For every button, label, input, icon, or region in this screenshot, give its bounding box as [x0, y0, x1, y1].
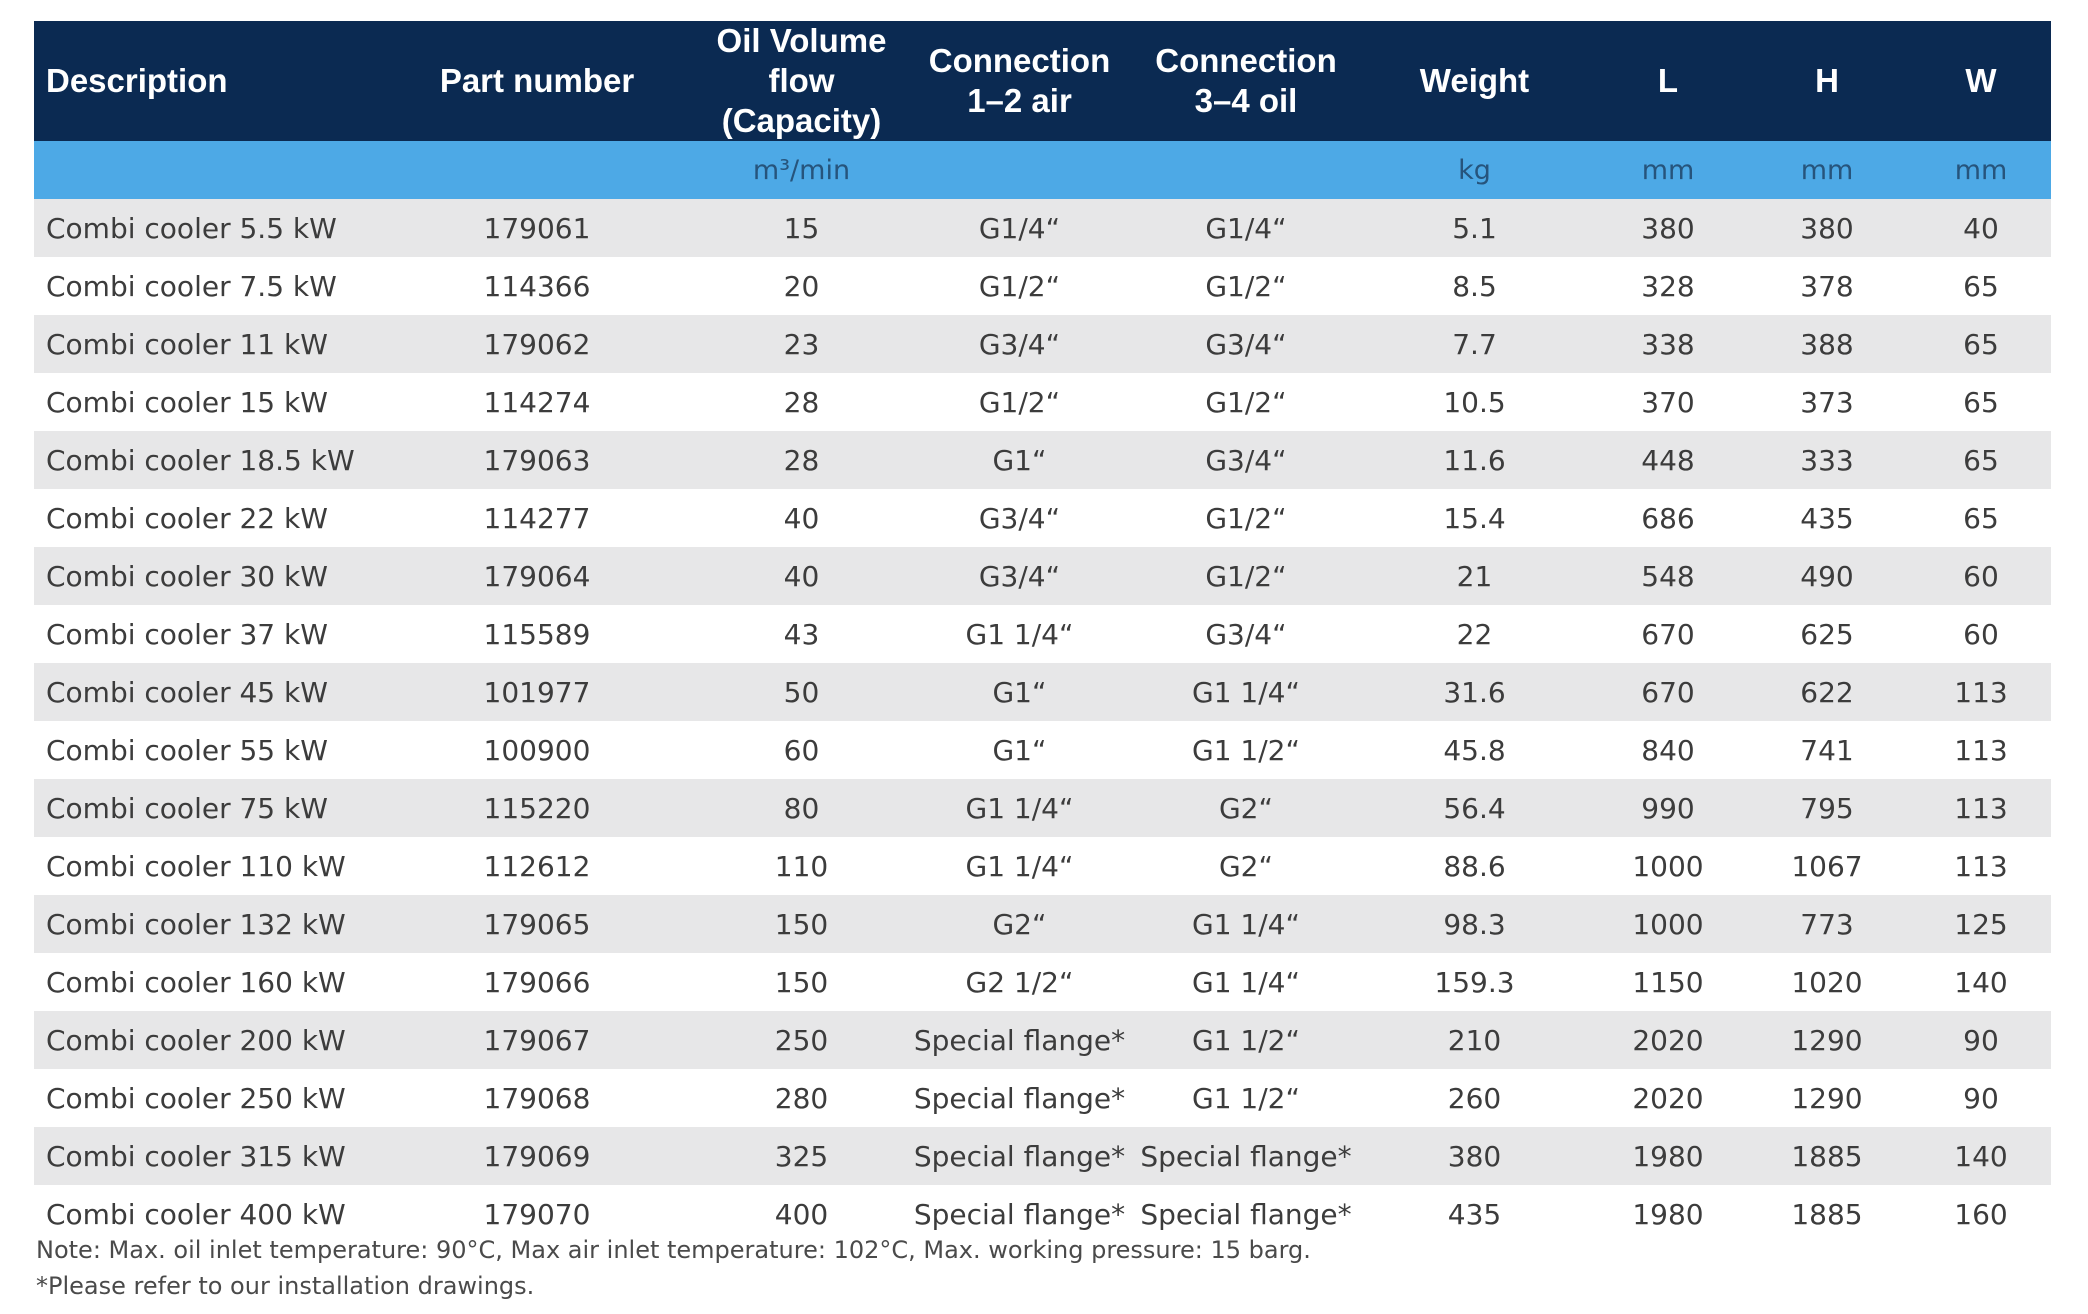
unit-oil-volume-flow: m³/min [700, 141, 903, 199]
cell-part-number: 115220 [374, 779, 700, 837]
cell-length: 2020 [1593, 1011, 1743, 1069]
note-installation-drawings: *Please refer to our installation drawings. [36, 1272, 535, 1300]
cell-oil-volume-flow: 400 [700, 1185, 903, 1243]
cell-part-number: 114366 [374, 257, 700, 315]
cell-description: Combi cooler 11 kW [34, 315, 374, 373]
cell-connection-air: G2“ [903, 895, 1136, 953]
cell-description: Combi cooler 75 kW [34, 779, 374, 837]
cell-description: Combi cooler 110 kW [34, 837, 374, 895]
cell-oil-volume-flow: 40 [700, 547, 903, 605]
cell-part-number: 179070 [374, 1185, 700, 1243]
table-row [34, 1011, 2051, 1069]
cell-oil-volume-flow: 28 [700, 431, 903, 489]
cell-part-number: 114277 [374, 489, 700, 547]
table-row [34, 373, 2051, 431]
cell-connection-air: G1“ [903, 663, 1136, 721]
cell-height: 622 [1743, 663, 1911, 721]
table-row [34, 605, 2051, 663]
cell-length: 338 [1593, 315, 1743, 373]
cell-length: 1150 [1593, 953, 1743, 1011]
cell-connection-oil: G1 1/4“ [1136, 663, 1356, 721]
cell-width: 160 [1911, 1185, 2051, 1243]
cell-connection-oil: G1/2“ [1136, 373, 1356, 431]
cell-weight: 5.1 [1356, 199, 1593, 257]
cell-part-number: 179064 [374, 547, 700, 605]
column-header-connection-air: Connection 1–2 air [903, 21, 1136, 141]
cell-height: 435 [1743, 489, 1911, 547]
table-row [34, 663, 2051, 721]
cell-weight: 260 [1356, 1069, 1593, 1127]
table-notes [36, 1232, 1311, 1304]
table-row [34, 315, 2051, 373]
table-row [34, 953, 2051, 1011]
cell-oil-volume-flow: 110 [700, 837, 903, 895]
cell-part-number: 179061 [374, 199, 700, 257]
cell-connection-air: G1 1/4“ [903, 605, 1136, 663]
units-row [34, 141, 2051, 199]
cell-height: 1885 [1743, 1185, 1911, 1243]
cell-connection-oil: G2“ [1136, 779, 1356, 837]
cell-oil-volume-flow: 60 [700, 721, 903, 779]
table-body [34, 199, 2051, 1243]
cell-connection-oil: G3/4“ [1136, 315, 1356, 373]
cell-length: 686 [1593, 489, 1743, 547]
cell-length: 670 [1593, 605, 1743, 663]
cell-height: 1885 [1743, 1127, 1911, 1185]
table-row [34, 779, 2051, 837]
cell-oil-volume-flow: 20 [700, 257, 903, 315]
cell-weight: 22 [1356, 605, 1593, 663]
column-header-oil-volume-flow: Oil Volume flow (Capacity) [700, 21, 903, 141]
cell-height: 1290 [1743, 1011, 1911, 1069]
cell-height: 380 [1743, 199, 1911, 257]
cell-oil-volume-flow: 280 [700, 1069, 903, 1127]
cell-description: Combi cooler 160 kW [34, 953, 374, 1011]
unit-weight: kg [1356, 141, 1593, 199]
cell-weight: 380 [1356, 1127, 1593, 1185]
cell-part-number: 179065 [374, 895, 700, 953]
cell-height: 388 [1743, 315, 1911, 373]
cell-width: 113 [1911, 837, 2051, 895]
cell-width: 90 [1911, 1011, 2051, 1069]
unit-height: mm [1743, 141, 1911, 199]
cell-connection-oil: G1 1/4“ [1136, 895, 1356, 953]
cell-length: 328 [1593, 257, 1743, 315]
column-header-weight: Weight [1356, 21, 1593, 141]
cell-part-number: 101977 [374, 663, 700, 721]
cell-oil-volume-flow: 150 [700, 895, 903, 953]
cell-description: Combi cooler 200 kW [34, 1011, 374, 1069]
cell-part-number: 179066 [374, 953, 700, 1011]
table-row [34, 489, 2051, 547]
cell-connection-air: G1/2“ [903, 373, 1136, 431]
cell-width: 125 [1911, 895, 2051, 953]
table-row [34, 1069, 2051, 1127]
cell-description: Combi cooler 45 kW [34, 663, 374, 721]
cell-weight: 7.7 [1356, 315, 1593, 373]
cell-connection-oil: G1 1/2“ [1136, 721, 1356, 779]
cell-connection-oil: Special flange* [1136, 1185, 1356, 1243]
table-row [34, 895, 2051, 953]
cell-height: 490 [1743, 547, 1911, 605]
unit-length: mm [1593, 141, 1743, 199]
cell-description: Combi cooler 250 kW [34, 1069, 374, 1127]
cell-weight: 98.3 [1356, 895, 1593, 953]
cell-connection-oil: G1 1/2“ [1136, 1069, 1356, 1127]
cell-connection-oil: G1 1/2“ [1136, 1011, 1356, 1069]
cell-weight: 8.5 [1356, 257, 1593, 315]
unit-part-number [374, 141, 700, 199]
cell-part-number: 179067 [374, 1011, 700, 1069]
cell-connection-oil: G3/4“ [1136, 431, 1356, 489]
cell-oil-volume-flow: 250 [700, 1011, 903, 1069]
column-header-width: W [1911, 21, 2051, 141]
cell-length: 670 [1593, 663, 1743, 721]
table-row [34, 431, 2051, 489]
table-row [34, 257, 2051, 315]
cell-height: 773 [1743, 895, 1911, 953]
cell-weight: 10.5 [1356, 373, 1593, 431]
cell-description: Combi cooler 18.5 kW [34, 431, 374, 489]
column-header-part-number: Part number [374, 21, 700, 141]
cell-description: Combi cooler 37 kW [34, 605, 374, 663]
cell-width: 65 [1911, 257, 2051, 315]
cell-oil-volume-flow: 23 [700, 315, 903, 373]
cell-description: Combi cooler 400 kW [34, 1185, 374, 1243]
cell-weight: 31.6 [1356, 663, 1593, 721]
cell-width: 65 [1911, 315, 2051, 373]
cell-length: 370 [1593, 373, 1743, 431]
unit-width: mm [1911, 141, 2051, 199]
unit-connection-oil [1136, 141, 1356, 199]
cell-height: 625 [1743, 605, 1911, 663]
cell-width: 60 [1911, 605, 2051, 663]
cell-description: Combi cooler 15 kW [34, 373, 374, 431]
cell-width: 60 [1911, 547, 2051, 605]
cell-part-number: 112612 [374, 837, 700, 895]
cell-oil-volume-flow: 80 [700, 779, 903, 837]
unit-connection-air [903, 141, 1136, 199]
cell-part-number: 100900 [374, 721, 700, 779]
cell-width: 140 [1911, 953, 2051, 1011]
column-header-connection-oil: Connection 3–4 oil [1136, 21, 1356, 141]
cell-height: 1020 [1743, 953, 1911, 1011]
cell-connection-air: G1“ [903, 431, 1136, 489]
cell-width: 40 [1911, 199, 2051, 257]
cell-description: Combi cooler 7.5 kW [34, 257, 374, 315]
cell-connection-oil: G1/2“ [1136, 489, 1356, 547]
cell-description: Combi cooler 30 kW [34, 547, 374, 605]
cell-length: 448 [1593, 431, 1743, 489]
cell-connection-air: Special flange* [903, 1011, 1136, 1069]
cell-connection-air: G3/4“ [903, 547, 1136, 605]
column-header-description: Description [34, 21, 374, 141]
cell-part-number: 179068 [374, 1069, 700, 1127]
cell-length: 2020 [1593, 1069, 1743, 1127]
table-row [34, 199, 2051, 257]
cell-oil-volume-flow: 150 [700, 953, 903, 1011]
cell-connection-oil: G3/4“ [1136, 605, 1356, 663]
cell-height: 741 [1743, 721, 1911, 779]
cell-description: Combi cooler 55 kW [34, 721, 374, 779]
cell-width: 65 [1911, 431, 2051, 489]
cell-connection-air: G2 1/2“ [903, 953, 1136, 1011]
cell-weight: 11.6 [1356, 431, 1593, 489]
cell-part-number: 115589 [374, 605, 700, 663]
cell-height: 1290 [1743, 1069, 1911, 1127]
cell-description: Combi cooler 315 kW [34, 1127, 374, 1185]
cell-height: 795 [1743, 779, 1911, 837]
cell-part-number: 179069 [374, 1127, 700, 1185]
cell-connection-air: Special flange* [903, 1185, 1136, 1243]
cell-width: 113 [1911, 721, 2051, 779]
cell-connection-air: G3/4“ [903, 489, 1136, 547]
cell-weight: 45.8 [1356, 721, 1593, 779]
cell-connection-oil: G1/2“ [1136, 547, 1356, 605]
cell-width: 113 [1911, 779, 2051, 837]
cell-length: 380 [1593, 199, 1743, 257]
cell-part-number: 114274 [374, 373, 700, 431]
cell-length: 548 [1593, 547, 1743, 605]
cell-weight: 210 [1356, 1011, 1593, 1069]
cell-connection-air: Special flange* [903, 1069, 1136, 1127]
cell-length: 1000 [1593, 895, 1743, 953]
cell-connection-oil: Special flange* [1136, 1127, 1356, 1185]
cell-connection-air: G1/4“ [903, 199, 1136, 257]
cell-connection-air: G3/4“ [903, 315, 1136, 373]
cell-length: 840 [1593, 721, 1743, 779]
cell-width: 65 [1911, 489, 2051, 547]
cell-connection-oil: G1/2“ [1136, 257, 1356, 315]
cell-description: Combi cooler 132 kW [34, 895, 374, 953]
cell-height: 373 [1743, 373, 1911, 431]
unit-description [34, 141, 374, 199]
cell-connection-air: G1/2“ [903, 257, 1136, 315]
table-row [34, 837, 2051, 895]
cell-length: 1980 [1593, 1185, 1743, 1243]
cell-connection-air: Special flange* [903, 1127, 1136, 1185]
column-header-length: L [1593, 21, 1743, 141]
cell-oil-volume-flow: 50 [700, 663, 903, 721]
table-header-row [34, 21, 2051, 141]
cell-height: 378 [1743, 257, 1911, 315]
cell-part-number: 179062 [374, 315, 700, 373]
cell-length: 990 [1593, 779, 1743, 837]
cell-oil-volume-flow: 325 [700, 1127, 903, 1185]
cell-connection-air: G1“ [903, 721, 1136, 779]
cell-height: 1067 [1743, 837, 1911, 895]
cell-width: 113 [1911, 663, 2051, 721]
cell-height: 333 [1743, 431, 1911, 489]
cell-weight: 159.3 [1356, 953, 1593, 1011]
cell-weight: 88.6 [1356, 837, 1593, 895]
cell-connection-oil: G2“ [1136, 837, 1356, 895]
cell-connection-oil: G1 1/4“ [1136, 953, 1356, 1011]
table-row [34, 721, 2051, 779]
cell-connection-oil: G1/4“ [1136, 199, 1356, 257]
cell-weight: 435 [1356, 1185, 1593, 1243]
cell-width: 140 [1911, 1127, 2051, 1185]
cell-length: 1980 [1593, 1127, 1743, 1185]
cell-description: Combi cooler 5.5 kW [34, 199, 374, 257]
table-row [34, 547, 2051, 605]
cell-description: Combi cooler 22 kW [34, 489, 374, 547]
cell-weight: 21 [1356, 547, 1593, 605]
cell-width: 65 [1911, 373, 2051, 431]
cell-connection-air: G1 1/4“ [903, 837, 1136, 895]
cell-weight: 56.4 [1356, 779, 1593, 837]
column-header-height: H [1743, 21, 1911, 141]
cell-oil-volume-flow: 43 [700, 605, 903, 663]
cell-weight: 15.4 [1356, 489, 1593, 547]
cell-width: 90 [1911, 1069, 2051, 1127]
cell-oil-volume-flow: 15 [700, 199, 903, 257]
note-max-conditions: Note: Max. oil inlet temperature: 90°C, Max air inlet temperature: 102°C, Max. working pressure: 15 barg. [36, 1236, 1311, 1264]
cell-length: 1000 [1593, 837, 1743, 895]
cell-part-number: 179063 [374, 431, 700, 489]
table-row [34, 1127, 2051, 1185]
cell-oil-volume-flow: 28 [700, 373, 903, 431]
cooler-spec-table [34, 21, 2051, 1243]
cooler-spec-table-container [34, 21, 2051, 1243]
cell-connection-air: G1 1/4“ [903, 779, 1136, 837]
cell-oil-volume-flow: 40 [700, 489, 903, 547]
